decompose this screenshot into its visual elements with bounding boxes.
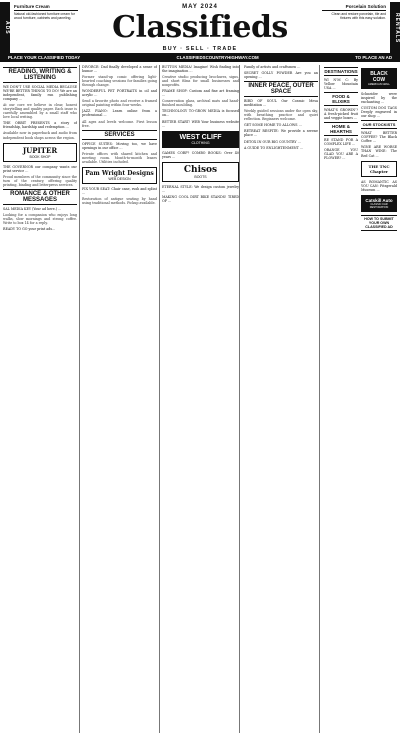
display-ad-subtitle: BOOTS (194, 174, 207, 179)
display-ad-title: Pam Wright Designs (85, 169, 154, 177)
section-heading: FOOD & ELIXIRS (324, 92, 358, 106)
corner-ad-left-label: Furniture Cream (14, 4, 78, 11)
display-ad[interactable] (162, 131, 239, 148)
display-ad-title: Catskill Auto (365, 197, 393, 203)
classified-ad: WHAT BETTER COFFEE? The Black Coffee ... (361, 131, 397, 144)
classified-ad: SAL MEDIA KEY (Your ad here.) ... (3, 206, 62, 211)
classified-ad: AS ROMANTIC AS YOU CAN: Fitzgerald Museum ... (361, 179, 397, 192)
corner-ad-right-text: Clean and restore porcelain, tile and fixtures with this easy solution. (331, 12, 386, 20)
classified-ad: ETERNAL STYLE: We design custom jewelry ... (162, 184, 239, 193)
bar-left-text: PLACE YOUR CLASSIFIED TODAY (8, 55, 81, 60)
tagline: BUY · SELL · TRADE (162, 46, 238, 52)
section-heading: HOW TO SUBMIT YOUR OWN CLASSIFIED AD (361, 215, 397, 231)
display-ad[interactable] (162, 162, 239, 182)
classified-ad: THE ORBIT PRESENTS a story of friendship, hardship and redemption ... (3, 121, 77, 130)
display-ad-title: THE TNC Chapter (368, 163, 390, 174)
column-1 (3, 65, 77, 733)
classified-ad: JAZZ PIANO: Learn online from a professional ... (82, 109, 157, 118)
classified-ad-body: Looking for a companion who enjoys long walks, slow mornings and strong coffee. Write to box 14 for a reply. (3, 212, 77, 225)
corner-ad-right-label: Porcelain Solution (322, 4, 386, 11)
classified-ad: RETREAT RESPITE: We provide a serene place ... (244, 129, 318, 138)
classified-ad: WINE ARE WORSE THAN WINE: The Red Cat ... (361, 145, 397, 158)
side-label-left: ADS (0, 2, 10, 54)
classified-ad: MAKING COOL DIRT BIKE STANDS! TIRED OF ... (162, 194, 239, 203)
classified-ad-body: All ages and levels welcome. First lesson free. (82, 119, 157, 128)
classified-ad: FIX YOUR SEAT: Chair cane, rush and splint ... (82, 186, 157, 195)
section-heading: ROMANCE & OTHER MESSAGES (3, 189, 77, 205)
issue-date: MAY 2024 (182, 4, 218, 10)
classified-ad: A GUIDE TO ENLIGHTENMENT ... (244, 145, 304, 150)
bar-website-link[interactable]: CLASSIFIEDSCOUNTRYHIGHWAY.COM (176, 55, 259, 60)
display-ad-subtitle: CLOTHING (191, 140, 210, 145)
display-ad-subtitle: AMERICAN GRILL (368, 83, 390, 86)
classified-ad: BIRD OF SOUL Our Cosmic Mesa meditation ... (244, 99, 318, 108)
classified-ad: RE STAND FOR A COMPLEX LIFE ... (324, 138, 358, 147)
classified-ad: WONDERFUL PET PORTRAITS in oil and acrylic ... (82, 89, 157, 98)
column-3 (162, 65, 239, 733)
masthead-bar (0, 53, 400, 62)
classified-ad-body: Private offices with shared kitchen and meeting room. Month-to-month leases available. Utilities included. (82, 151, 157, 164)
display-ad-subtitle: CLASSIC CAR RESTORATION (369, 202, 389, 209)
classified-ad: DETOX IN OUR BIG COUNTRY ... (244, 139, 301, 144)
page-title: Classifieds (112, 10, 288, 45)
classified-ad-body: Available now in paperback and audio from independent book shops across the region. (3, 131, 77, 140)
classified-ad-body: Proud members of the community since the turn of the century, offering quality printing, binding and letterpress services. (3, 174, 77, 187)
column-6 (361, 65, 397, 733)
corner-ad-left-text: Natural old-fashioned furniture cream for wood furniture, cabinets and paneling. (14, 12, 75, 20)
section-heading: HOME & HEARTHS (324, 122, 358, 136)
section-heading: SERVICES (82, 130, 157, 140)
classified-ad: BETTER START! WEB Your business website ... (162, 119, 239, 128)
classified-ad: SECRET GOLLY POWDER Are you an opening ... (244, 71, 318, 80)
classified-ad-body: At our core we believe in clear, honest storytelling and quality paper. Each issue is carefully assembled by a small staff who love local writing. (3, 103, 77, 120)
classified-ad: READY TO GO your print ads... (3, 226, 56, 231)
section-heading: INNER PEACE, OUTER SPACE (244, 81, 318, 97)
section-heading: READING, WRITING & LISTENING (3, 67, 77, 83)
classified-columns (3, 65, 397, 733)
classified-ad: TECHNOLOGY TO-GROW MEDIA is focused on... (162, 109, 239, 118)
display-ad[interactable] (361, 68, 397, 89)
display-ad[interactable] (3, 143, 77, 162)
section-heading: DESTINATIONS (324, 69, 358, 74)
classified-ad-body: Weekly guided sessions under the open sky, with breathing practice and quiet reflection. Beginners welcome. (244, 109, 318, 122)
display-ad-title: JUPITER (22, 145, 58, 155)
classified-ad: GAMES CORP? COMBO BOOKS: Over 40 years ... (162, 150, 239, 159)
classified-ad-body: Creative studio producing brochures, signs, and short films for small businesses and nonprofits. (162, 75, 239, 88)
classified-ad: Schneider were inspired by the enchanting ... (361, 92, 397, 105)
classified-ad: BUTTON MEDIA! Imagine! Wish finding into the imagination ... (162, 65, 239, 74)
classified-ad-body: Former stand-up comic offering light-hearted coaching sessions for families going through change. (82, 75, 157, 88)
display-ad-title: WEST CLIFF (179, 133, 222, 141)
classified-ad: ORANGE YOU GLAD YOU ARE A FLOWER? ... (324, 148, 358, 161)
classified-ad: FRAME SHOP: Custom and fine art framing ... (162, 89, 239, 98)
column-4 (244, 65, 318, 733)
display-ad-subtitle: BOOK SHOP (29, 154, 51, 159)
classified-ad: DIVORCE: Dad finally developed a sense of humor ... (82, 65, 157, 74)
classified-ad: CUSTOM DOG TAGS Deeply engraved in our shop ... (361, 106, 397, 119)
classified-ad: Family of artists and craftsmen ... (244, 65, 301, 69)
classified-ad: THE GOVERNOR our company wants our print service ... (3, 164, 77, 173)
section-heading: OUR STOCKISTS (362, 122, 396, 128)
column-2 (82, 65, 157, 733)
classified-ad: WE DON'T USE SOCIAL MEDIA BECAUSE WE'RE BETTER THINGS TO DO! We are an independent, family run publishing company ... (3, 85, 77, 102)
display-ad[interactable] (82, 167, 157, 184)
column-5 (324, 65, 358, 733)
classified-ad-body: Restoration of antique seating by hand using traditional methods. Pickup available. (82, 196, 157, 205)
display-ad-title: BLACK COW (370, 71, 388, 83)
classified-ad-body: Send a favorite photo and receive a framed original painting within four weeks. (82, 99, 157, 108)
classified-ad-body: Conservation glass, archival mats and hand-finished moulding. (162, 99, 239, 108)
classified-ad: GET SOME HOME TO ALLOWS ... (244, 123, 302, 128)
display-ad-title: Chisos (183, 164, 218, 175)
display-ad[interactable] (361, 161, 397, 177)
masthead (0, 0, 400, 64)
display-ad-subtitle: WEB DESIGN (108, 176, 131, 181)
classified-ad: WI N'M C: By Yellow Mountain USA ... (324, 78, 358, 91)
display-ad[interactable] (361, 195, 397, 212)
bar-right-text: TO PLACE AN AD (355, 55, 392, 60)
classified-ad: OFFICE SUITES: Moving too, we have openings in our office ... (82, 141, 157, 150)
side-label-right: RENTALS (390, 2, 400, 54)
classified-ad: WHAT'S GROWIN'? A fresh-picked fruit and veggie boxes ... (324, 108, 358, 121)
